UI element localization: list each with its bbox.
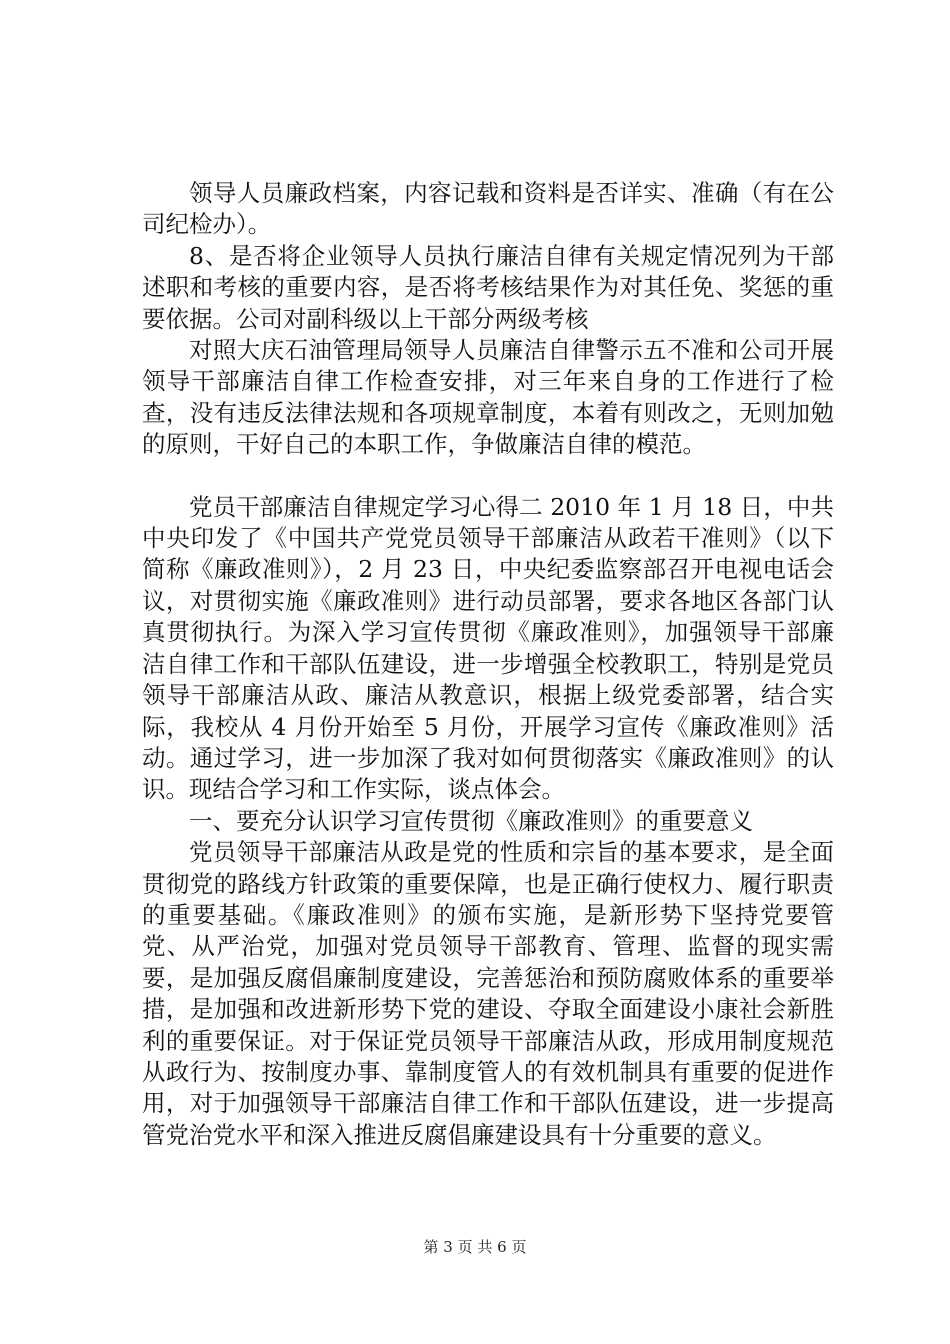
paragraph-study-intro: 党员干部廉洁自律规定学习心得二 2010 年 1 月 18 日，中共中央印发了《中国共产党党员领导干部廉洁从政若干准则》（以下简称《廉政准则》），2 月 23 日，中央纪委监察部召开电视电话会议，对贯彻实施《廉政准则》进行动员部署，要求各地区各部门认真贯彻执行。为深入学习宣传贯彻《廉政准则》，加强领导干部廉洁自律工作和干部队伍建设，进一步增强全校教职工，特别是党员领导干部廉洁从政、廉洁从教意识，根据上级党委部署，结合实际，我校从 4 月份开始至 5 月份，开展学习宣传《廉政准则》活动。通过学习，进一步加深了我对如何贯彻落实《廉政准则》的认识。现结合学习和工作实际，谈点体会。 xyxy=(142,492,834,804)
paragraph-self-check: 对照大庆石油管理局领导人员廉洁自律警示五不准和公司开展领导干部廉洁自律工作检查安排，对三年来自身的工作进行了检查，没有违反法律法规和各项规章制度，本着有则改之，无则加勉的原则，干好自己的本职工作，争做廉洁自律的模范。 xyxy=(142,336,834,459)
page-number-footer: 第 3 页 共 6 页 xyxy=(423,1238,527,1256)
paragraph-significance: 党员领导干部廉洁从政是党的性质和宗旨的基本要求，是全面贯彻党的路线方针政策的重要保障，也是正确行使权力、履行职责的重要基础。《廉政准则》的颁布实施，是新形势下坚持党要管党、从严治党，加强对党员领导干部教育、管理、监督的现实需要，是加强反腐倡廉制度建设，完善惩治和预防腐败体系的重要举措，是加强和改进新形势下党的建设、夺取全面建设小康社会新胜利的重要保证。对于保证党员领导干部廉洁从政，形成用制度规范从政行为、按制度办事、靠制度管人的有效机制具有重要的促进作用，对于加强领导干部廉洁自律工作和干部队伍建设，进一步提高管党治党水平和深入推进反腐倡廉建设具有十分重要的意义。 xyxy=(142,838,834,1149)
paragraph-gap xyxy=(142,461,834,492)
paragraph-archive: 领导人员廉政档案，内容记载和资料是否详实、准确（有在公司纪检办）。 xyxy=(142,179,834,239)
section-heading-1: 一、要充分认识学习宣传贯彻《廉政准则》的重要意义 xyxy=(189,806,753,835)
paragraph-item-8: 8、是否将企业领导人员执行廉洁自律有关规定情况列为干部述职和考核的重要内容，是否将考核结果作为对其任免、奖惩的重要依据。公司对副科级以上干部分两级考核 xyxy=(142,241,834,333)
document-body xyxy=(142,178,834,1151)
